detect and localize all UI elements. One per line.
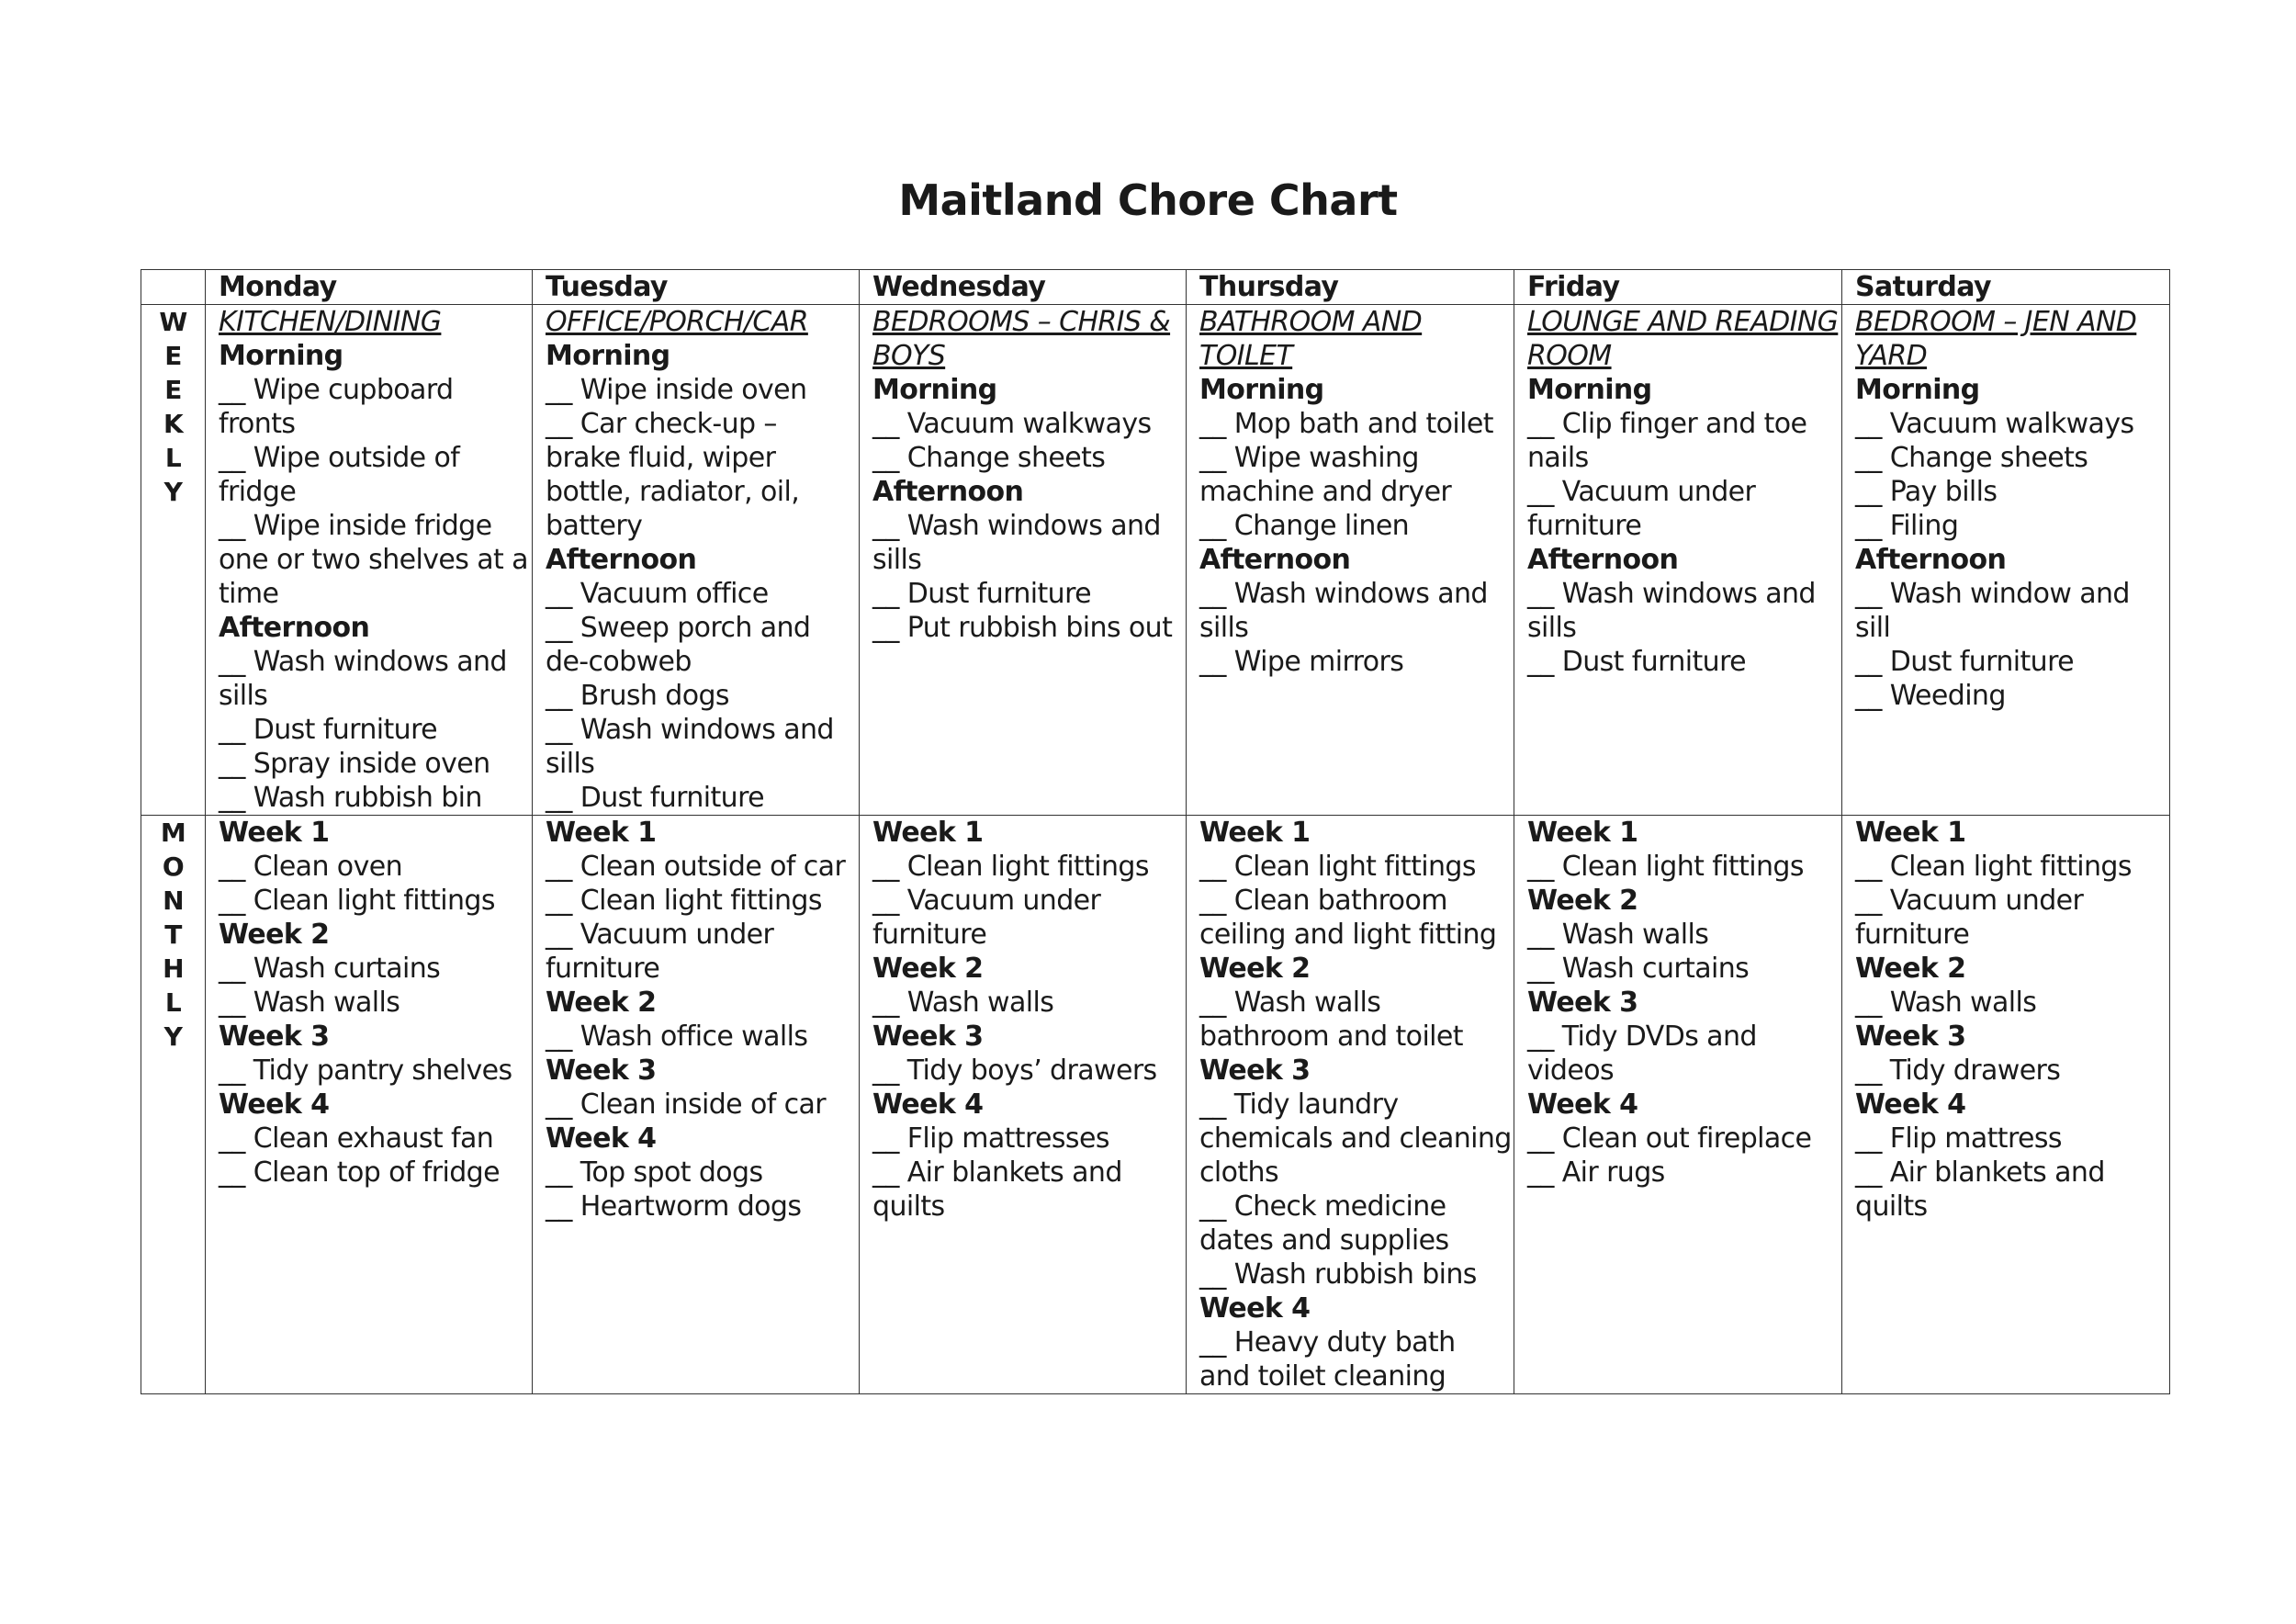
chore-item: __ Vacuum office xyxy=(546,578,769,610)
period-heading: Week 1 xyxy=(872,817,984,849)
chore-item: __ Dust furniture xyxy=(219,714,438,746)
period-heading: Week 4 xyxy=(219,1088,330,1121)
period-heading: Week 1 xyxy=(1527,817,1638,849)
weekly-label-letter: E xyxy=(164,375,182,405)
chore-item: __ Dust furniture xyxy=(872,578,1092,610)
chore-item: __ Car check-up – brake fluid, wiper bottle, radiator, oil, battery xyxy=(546,408,800,542)
weekly-label xyxy=(141,305,206,816)
chore-item: __ Dust furniture xyxy=(1855,646,2075,678)
chore-item: __ Pay bills xyxy=(1855,476,1998,508)
day-header-tuesday: Tuesday xyxy=(533,270,860,305)
chore-item: __ Put rubbish bins out xyxy=(872,612,1173,644)
page-title: Maitland Chore Chart xyxy=(898,175,1398,225)
chore-item: __ Heartworm dogs xyxy=(546,1190,802,1223)
chore-item: __ Clip finger and toe nails xyxy=(1527,408,1807,474)
period-heading: Afternoon xyxy=(1199,544,1351,576)
chore-item: __ Spray inside oven xyxy=(219,748,490,780)
chore-item: __ Air blankets and quilts xyxy=(872,1156,1122,1223)
chore-item: __ Clean light fittings xyxy=(546,885,822,917)
chore-item: __ Clean light fittings xyxy=(872,851,1149,883)
day-header-thursday: Thursday xyxy=(1187,270,1514,305)
weekly-label-letter: Y xyxy=(163,477,183,507)
chore-item: __ Dust furniture xyxy=(1527,646,1747,678)
monthly-row xyxy=(141,816,2170,1394)
weekly-row xyxy=(141,305,2170,816)
period-heading: Week 2 xyxy=(872,953,984,985)
corner-cell xyxy=(141,270,206,305)
chore-item: __ Wash office walls xyxy=(546,1021,808,1053)
area-heading: BATHROOM AND TOILET xyxy=(1199,306,1423,372)
area-heading: KITCHEN/DINING xyxy=(219,306,442,338)
monthly-label-letter: M xyxy=(160,818,186,848)
monthly-label-letter: H xyxy=(163,953,184,984)
period-heading: Week 1 xyxy=(546,817,657,849)
area-heading: LOUNGE AND READING ROOM xyxy=(1527,306,1839,372)
chore-item: __ Vacuum walkways xyxy=(872,408,1152,440)
chore-item: __ Clean oven xyxy=(219,851,402,883)
weekly-cell-friday xyxy=(1514,305,1842,816)
period-heading: Afternoon xyxy=(219,612,370,644)
header-row xyxy=(141,270,2170,305)
period-heading: Week 1 xyxy=(1199,817,1311,849)
period-heading: Week 4 xyxy=(546,1122,657,1155)
chore-item: __ Tidy drawers xyxy=(1855,1054,2061,1087)
monthly-cell-friday xyxy=(1514,816,1842,1394)
chore-item: __ Tidy DVDs and videos xyxy=(1527,1021,1757,1087)
period-heading: Week 3 xyxy=(546,1054,657,1087)
chore-item: __ Wash window and sill xyxy=(1855,578,2130,644)
chore-item: __ Change linen xyxy=(1199,510,1410,542)
period-heading: Week 3 xyxy=(872,1021,984,1053)
chore-item: __ Dust furniture xyxy=(546,782,765,814)
weekly-cell-wednesday xyxy=(860,305,1187,816)
chore-item: __ Wash rubbish bins xyxy=(1199,1258,1477,1291)
chore-item: __ Wash windows and sills xyxy=(219,646,507,712)
chore-item: __ Clean light fittings xyxy=(1855,851,2132,883)
chore-item: __ Clean exhaust fan xyxy=(219,1122,494,1155)
monthly-label-letter: L xyxy=(164,987,182,1018)
period-heading: Afternoon xyxy=(1527,544,1679,576)
period-heading: Week 4 xyxy=(872,1088,984,1121)
weekly-cell-tuesday xyxy=(533,305,860,816)
chore-item: __ Clean top of fridge xyxy=(219,1156,500,1189)
chore-table xyxy=(141,269,2170,1394)
period-heading: Week 1 xyxy=(1855,817,1966,849)
chore-item: __ Air blankets and quilts xyxy=(1855,1156,2105,1223)
chore-item: __ Wash walls xyxy=(219,987,400,1019)
period-heading: Week 3 xyxy=(1855,1021,1966,1053)
period-heading: Afternoon xyxy=(872,476,1024,508)
day-header-saturday: Saturday xyxy=(1842,270,2170,305)
period-heading: Week 2 xyxy=(1855,953,1966,985)
chore-item: __ Check medicine dates and supplies xyxy=(1199,1190,1449,1257)
chore-item: __ Wipe inside fridge one or two shelves at a time xyxy=(219,510,528,610)
chore-item: __ Clean bathroom ceiling and light fitting xyxy=(1199,885,1497,951)
period-heading: Morning xyxy=(1527,374,1652,406)
chore-item: __ Change sheets xyxy=(872,442,1106,474)
period-heading: Week 3 xyxy=(1199,1054,1311,1087)
period-heading: Afternoon xyxy=(1855,544,2007,576)
chore-item: __ Top spot dogs xyxy=(546,1156,763,1189)
chore-item: __ Wash windows and sills xyxy=(546,714,834,780)
monthly-label-letter: T xyxy=(164,919,182,950)
monthly-label-letter: O xyxy=(162,851,185,882)
chore-item: __ Wash windows and sills xyxy=(1199,578,1488,644)
chore-item: __ Vacuum under furniture xyxy=(1855,885,2084,951)
weekly-cell-saturday xyxy=(1842,305,2170,816)
chore-item: __ Mop bath and toilet xyxy=(1199,408,1493,440)
chore-item: __ Flip mattress xyxy=(1855,1122,2062,1155)
period-heading: Week 2 xyxy=(219,919,330,951)
chore-item: __ Clean light fittings xyxy=(219,885,495,917)
day-header-wednesday: Wednesday xyxy=(860,270,1187,305)
weekly-label-letter: E xyxy=(164,341,182,371)
chore-item: __ Tidy pantry shelves xyxy=(219,1054,512,1087)
monthly-label-letter: N xyxy=(163,885,184,916)
day-header-friday: Friday xyxy=(1514,270,1842,305)
chore-item: __ Wash curtains xyxy=(1527,953,1750,985)
chore-item: __ Wash rubbish bin xyxy=(219,782,482,814)
chore-item: __ Wash walls bathroom and toilet xyxy=(1199,987,1463,1053)
chore-item: __ Clean outside of car xyxy=(546,851,846,883)
chore-item: __ Wash walls xyxy=(1527,919,1709,951)
weekly-cell-monday xyxy=(206,305,533,816)
area-heading: OFFICE/PORCH/CAR xyxy=(546,306,808,338)
chore-item: __ Wash windows and sills xyxy=(872,510,1161,576)
day-header-monday: Monday xyxy=(206,270,533,305)
chore-item: __ Clean light fittings xyxy=(1527,851,1804,883)
period-heading: Week 4 xyxy=(1855,1088,1966,1121)
monthly-cell-tuesday xyxy=(533,816,860,1394)
chore-item: __ Tidy boys’ drawers xyxy=(872,1054,1157,1087)
chore-item: __ Wipe mirrors xyxy=(1199,646,1404,678)
monthly-cell-thursday xyxy=(1187,816,1514,1394)
monthly-label xyxy=(141,816,206,1394)
monthly-cell-wednesday xyxy=(860,816,1187,1394)
area-heading: BEDROOMS – CHRIS & BOYS xyxy=(872,306,1171,372)
chore-item: __ Wash windows and sills xyxy=(1527,578,1816,644)
area-heading: BEDROOM – JEN AND YARD xyxy=(1855,306,2137,372)
period-heading: Week 3 xyxy=(219,1021,330,1053)
chore-item: __ Wipe inside oven xyxy=(546,374,807,406)
monthly-cell-saturday xyxy=(1842,816,2170,1394)
weekly-label-letter: W xyxy=(159,307,187,337)
chore-item: __ Air rugs xyxy=(1527,1156,1665,1189)
monthly-label-letter: Y xyxy=(163,1021,183,1052)
period-heading: Afternoon xyxy=(546,544,697,576)
period-heading: Morning xyxy=(872,374,997,406)
weekly-label-letter: L xyxy=(164,443,182,473)
period-heading: Morning xyxy=(546,340,670,372)
chore-item: __ Clean inside of car xyxy=(546,1088,827,1121)
chore-item: __ Clean out fireplace xyxy=(1527,1122,1812,1155)
monthly-cell-monday xyxy=(206,816,533,1394)
period-heading: Week 2 xyxy=(546,987,657,1019)
chore-item: __ Wipe washing machine and dryer xyxy=(1199,442,1452,508)
chore-item: __ Wipe outside of fridge xyxy=(219,442,460,508)
period-heading: Morning xyxy=(1199,374,1324,406)
period-heading: Week 2 xyxy=(1527,885,1638,917)
period-heading: Morning xyxy=(219,340,343,372)
chore-item: __ Vacuum under furniture xyxy=(872,885,1101,951)
chore-item: __ Weeding xyxy=(1855,680,2006,712)
chore-item: __ Change sheets xyxy=(1855,442,2088,474)
chore-item: __ Wash walls xyxy=(872,987,1054,1019)
chore-item: __ Flip mattresses xyxy=(872,1122,1109,1155)
chore-item: __ Wipe cupboard fronts xyxy=(219,374,454,440)
period-heading: Week 2 xyxy=(1199,953,1311,985)
weekly-label-letter: K xyxy=(163,409,184,439)
chore-item: __ Clean light fittings xyxy=(1199,851,1476,883)
period-heading: Week 4 xyxy=(1527,1088,1638,1121)
period-heading: Week 1 xyxy=(219,817,330,849)
chore-item: __ Wash walls xyxy=(1855,987,2037,1019)
chore-item: __ Wash curtains xyxy=(219,953,441,985)
period-heading: Week 4 xyxy=(1199,1292,1311,1325)
weekly-cell-thursday xyxy=(1187,305,1514,816)
chore-item: __ Vacuum walkways xyxy=(1855,408,2134,440)
chore-item: __ Vacuum under furniture xyxy=(546,919,774,985)
chore-item: __ Brush dogs xyxy=(546,680,729,712)
chore-item: __ Vacuum under furniture xyxy=(1527,476,1756,542)
chore-item: __ Filing xyxy=(1855,510,1959,542)
chore-item: __ Sweep porch and de-cobweb xyxy=(546,612,811,678)
chore-item: __ Heavy duty bath and toilet cleaning xyxy=(1199,1326,1456,1393)
period-heading: Morning xyxy=(1855,374,1980,406)
period-heading: Week 3 xyxy=(1527,987,1638,1019)
chore-item: __ Tidy laundry chemicals and cleaning cloths xyxy=(1199,1088,1512,1189)
